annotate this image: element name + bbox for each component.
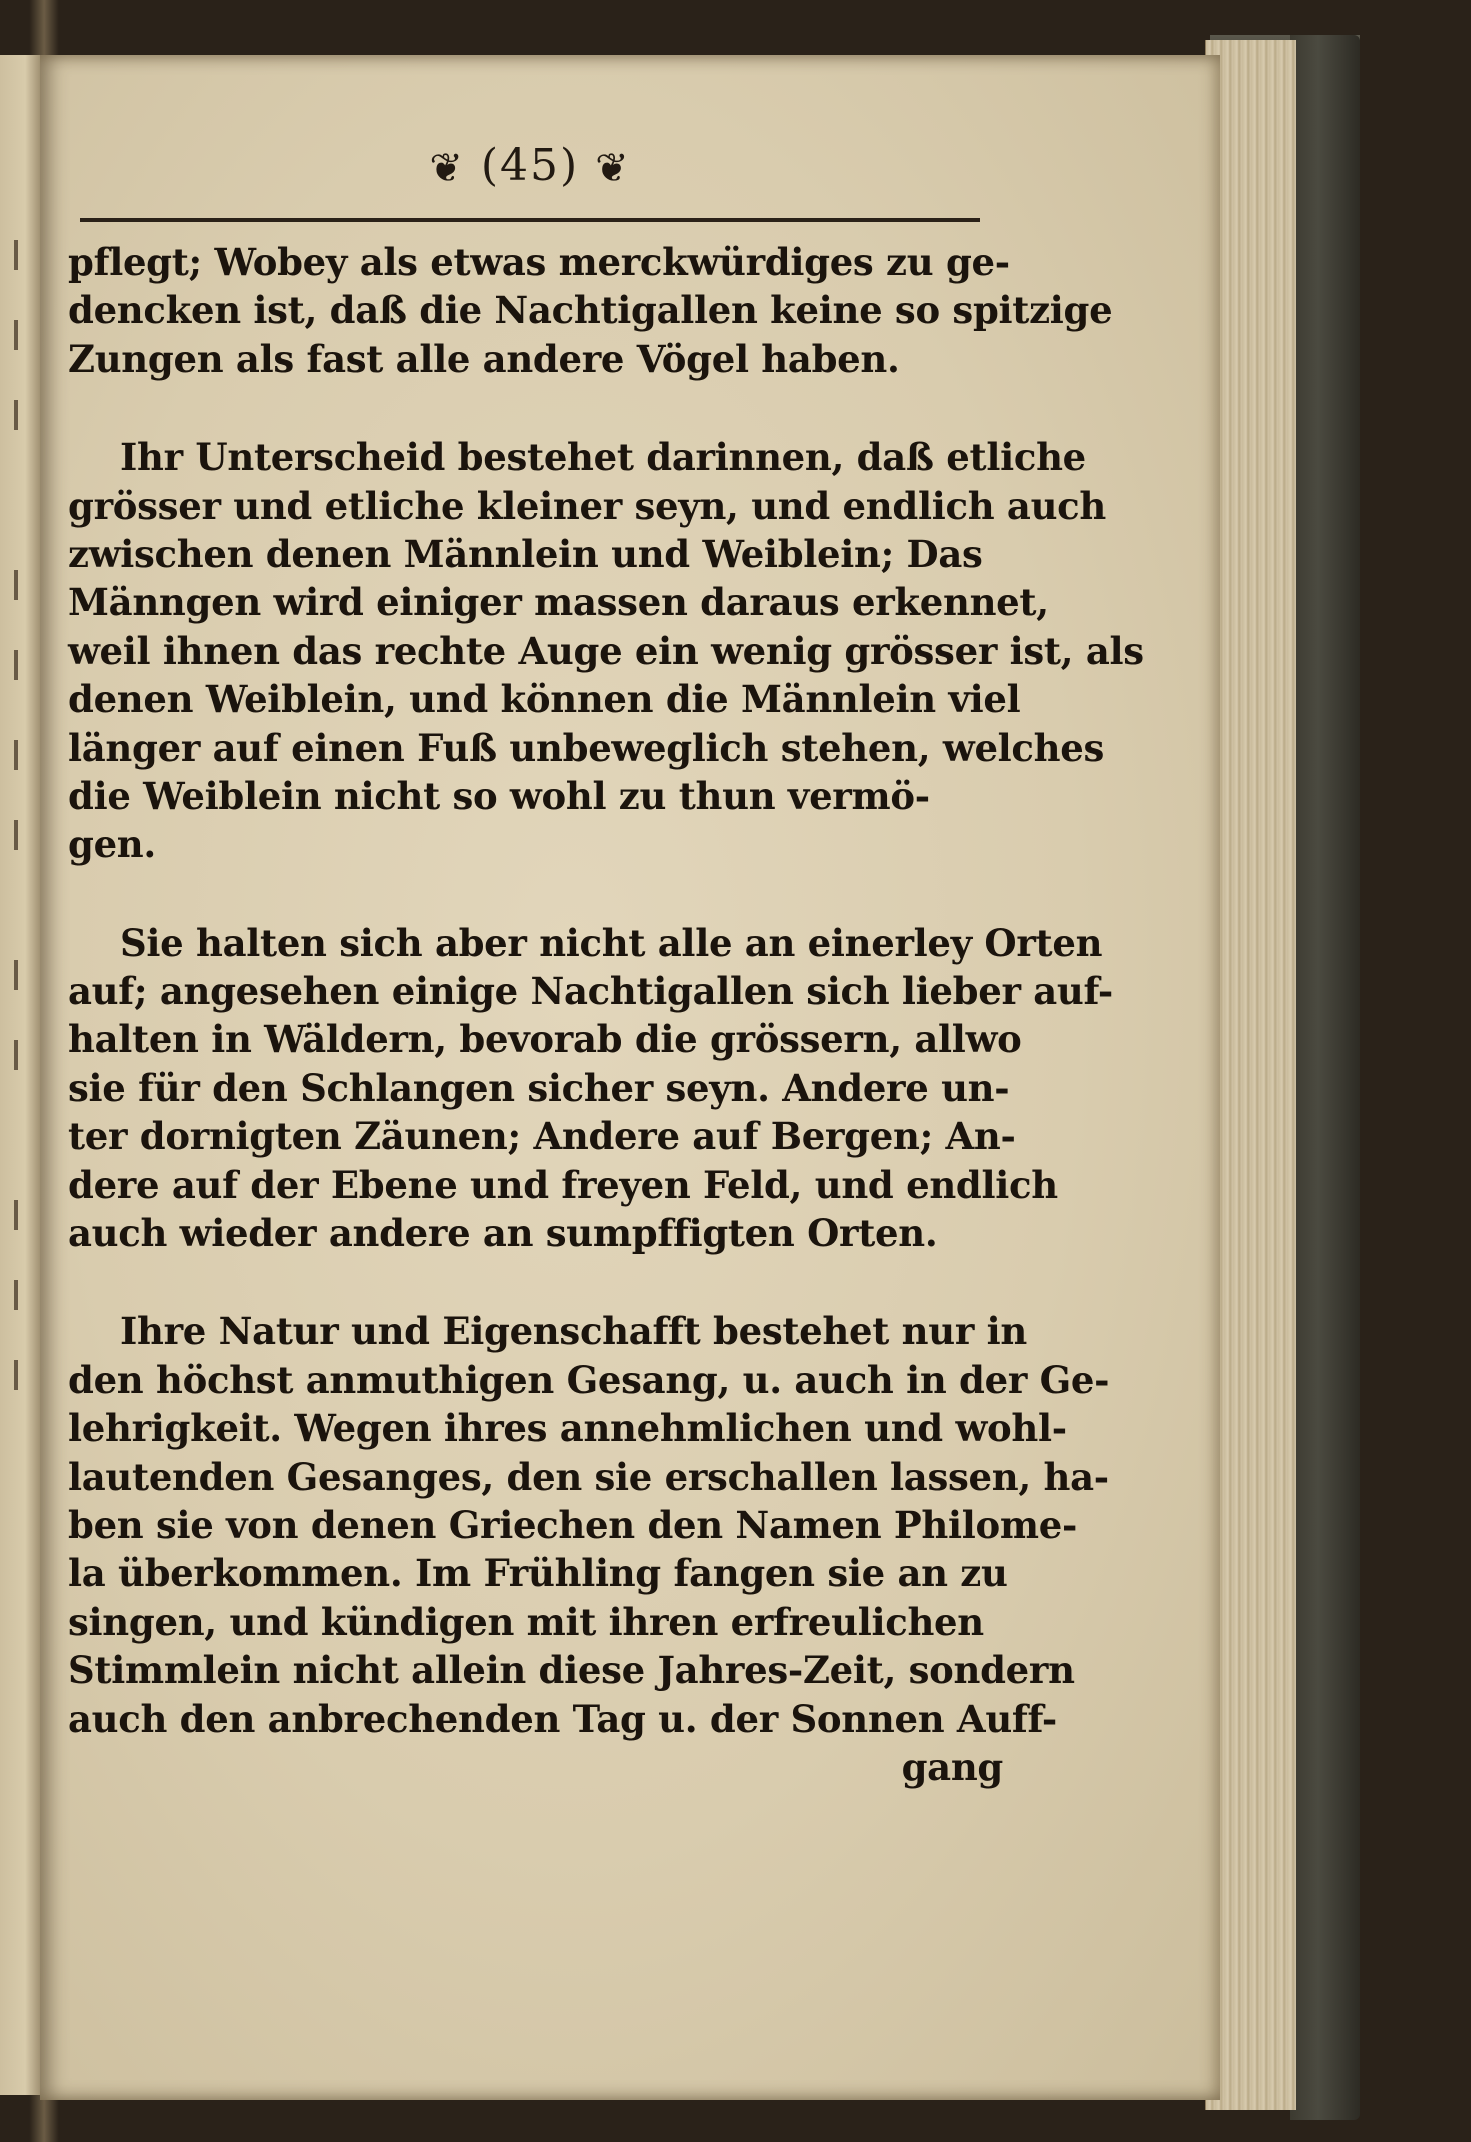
body-text: [68, 238, 1144, 1791]
text-line: dere auf der Ebene und freyen Feld, und endlich: [68, 1162, 1058, 1207]
text-line: lehrigkeit. Wegen ihres annehmlichen und wohl-: [68, 1406, 1067, 1451]
fleuron-left-icon: ❦: [429, 145, 465, 192]
page-header: [80, 140, 980, 210]
book-cover: [1290, 35, 1360, 2120]
text-line: Zungen als fast alle andere Vögel haben.: [68, 336, 900, 381]
text-line: ben sie von denen Griechen den Namen Philome-: [68, 1502, 1078, 1547]
text-line: ter dornigten Zäunen; Andere auf Bergen; An-: [68, 1114, 1016, 1159]
text-line: zwischen denen Männlein und Weiblein; Das: [68, 531, 983, 576]
text-line: grösser und etliche kleiner seyn, und endlich auch: [68, 483, 1107, 528]
text-line: Ihr Unterscheid bestehet darinnen, daß etliche: [120, 435, 1086, 480]
text-line: die Weiblein nicht so wohl zu thun vermö-: [68, 773, 930, 818]
text-line: gen.: [68, 822, 156, 867]
text-line: la überkommen. Im Frühling fangen sie an zu: [68, 1551, 1008, 1596]
text-line: weil ihnen das rechte Auge ein wenig grösser ist, als: [68, 628, 1144, 673]
text-line: halten in Wäldern, bevorab die grössern, allwo: [68, 1017, 1022, 1062]
paragraph-1: [68, 238, 1113, 383]
text-line: pflegt; Wobey als etwas merckwürdiges zu ge-: [68, 240, 1010, 284]
paragraph-3: [68, 919, 1113, 1258]
text-line: sie für den Schlangen sicher seyn. Andere un-: [68, 1065, 1010, 1110]
text-line: den höchst anmuthigen Gesang, u. auch in der Ge-: [68, 1357, 1110, 1402]
text-line: singen, und kündigen mit ihren erfreulichen: [68, 1599, 984, 1644]
text-line: länger auf einen Fuß unbeweglich stehen, welches: [68, 725, 1105, 770]
text-line: Ihre Natur und Eigenschafft bestehet nur in: [120, 1309, 1027, 1354]
text-line: auf; angesehen einige Nachtigallen sich lieber auf-: [68, 969, 1113, 1014]
facing-page-text-fragments: [10, 240, 26, 1740]
text-line: auch wieder andere an sumpffigten Orten.: [68, 1211, 938, 1256]
catchword: gang: [901, 1744, 1003, 1789]
text-line: Männgen wird einiger massen daraus erkennet,: [68, 580, 1049, 625]
text-line: denen Weiblein, und können die Männlein viel: [68, 677, 1021, 722]
page-number: (45): [480, 140, 580, 191]
text-line: Stimmlein nicht allein diese Jahres-Zeit, sondern: [68, 1648, 1075, 1693]
text-line: dencken ist, daß die Nachtigallen keine so spitzige: [68, 288, 1113, 333]
header-rule: [80, 218, 980, 222]
fleuron-right-icon: ❦: [595, 145, 631, 192]
text-line: Sie halten sich aber nicht alle an einerley Orten: [120, 920, 1103, 965]
text-line: lautenden Gesanges, den sie erschallen lassen, ha-: [68, 1454, 1109, 1499]
paragraph-4: [68, 1307, 1110, 1743]
text-line: auch den anbrechenden Tag u. der Sonnen Auff-: [68, 1696, 1057, 1741]
paragraph-2: [68, 433, 1144, 869]
